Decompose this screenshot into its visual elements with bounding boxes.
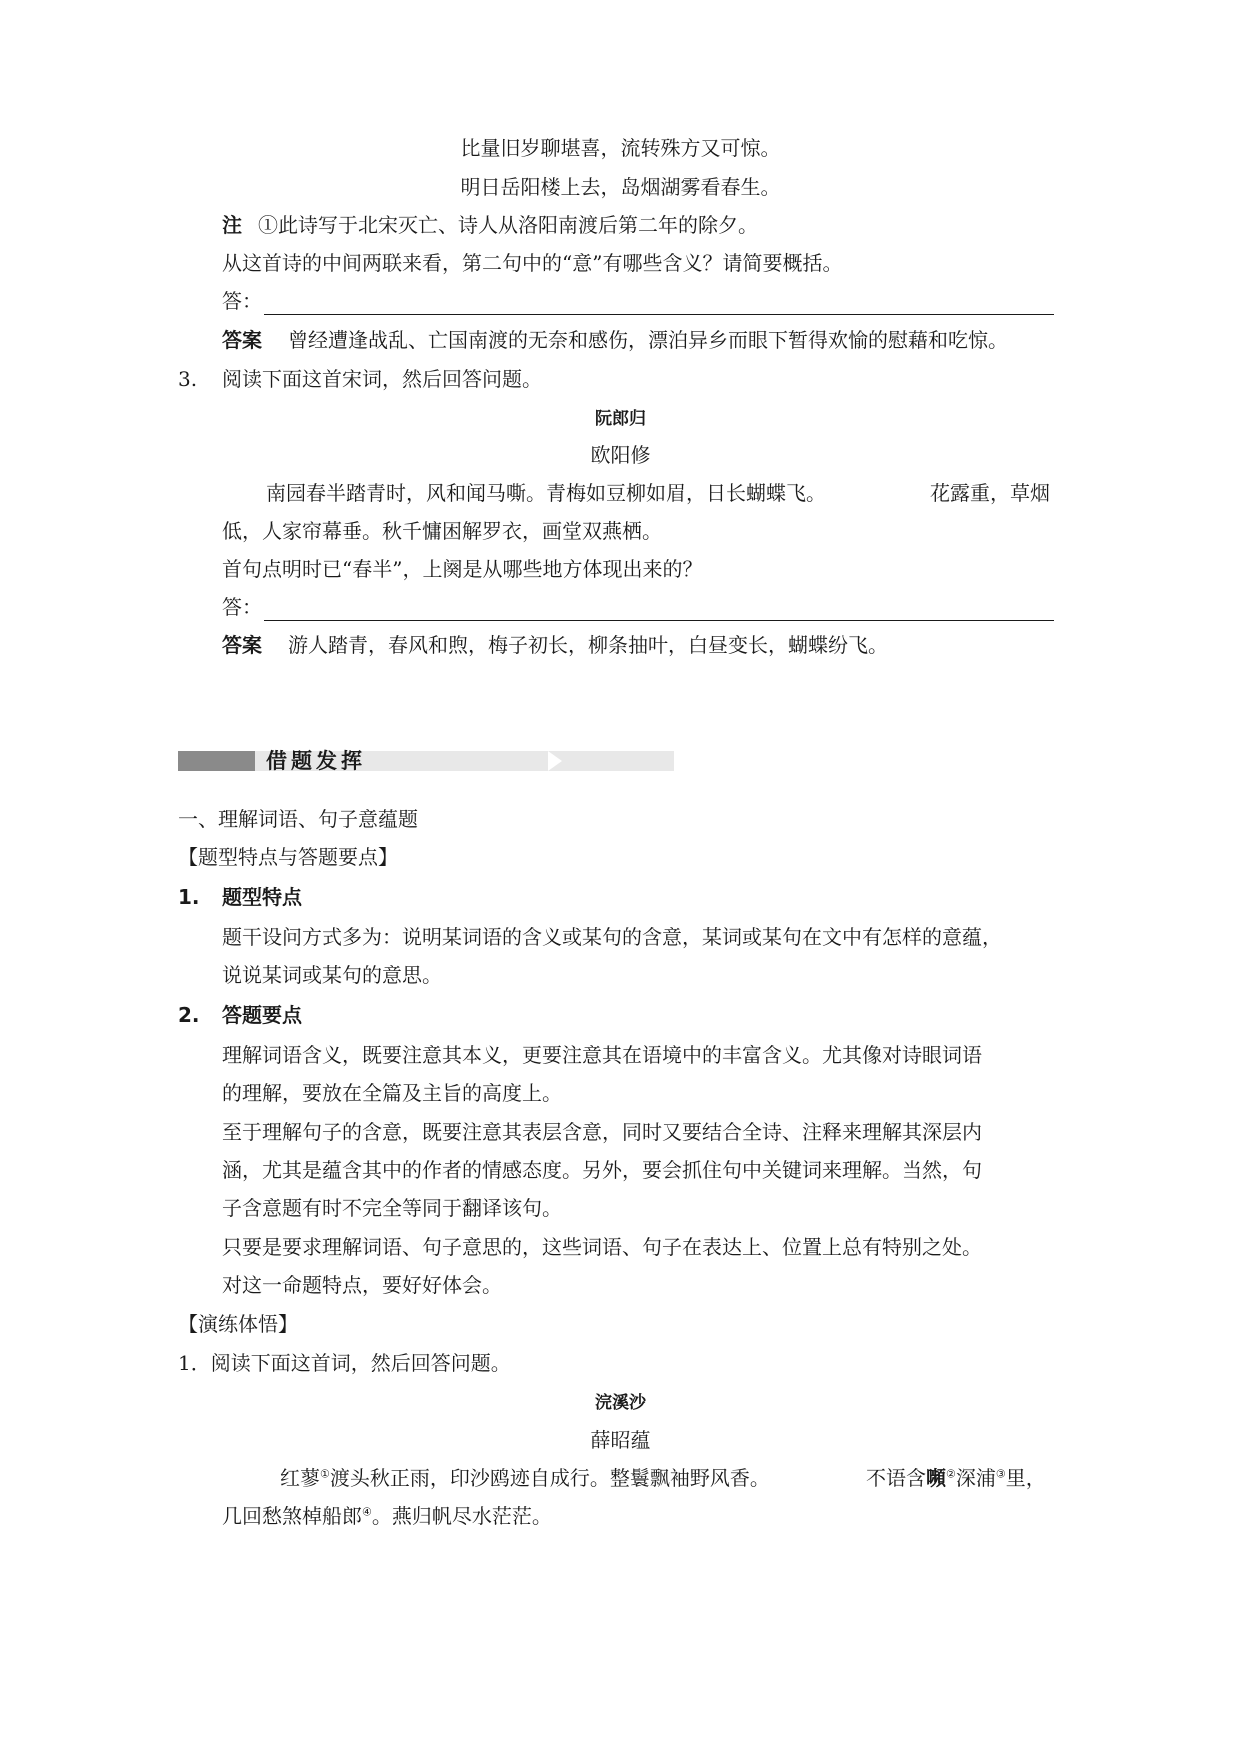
footnote-mark: ④	[362, 1505, 372, 1519]
footnote-mark: ②	[946, 1467, 956, 1481]
poem-text: 渡头秋正雨，印沙鸥迹自成行。整鬟飘袖野风香。	[329, 1466, 770, 1490]
poem-author: 薛昭蕴	[590, 1428, 651, 1452]
banner-label: 借题发挥	[266, 749, 366, 773]
poem-text-bold: 嚬	[926, 1466, 946, 1490]
answer-prompt: 答：	[222, 289, 262, 313]
poem-line: 南园春半踏青时，风和闻马嘶。青梅如豆柳如眉，日长蝴蝶飞。	[266, 481, 826, 505]
answer-label: 答案	[222, 328, 262, 352]
answer-label: 答案	[222, 633, 262, 657]
poem-line: 明日岳阳楼上去，岛烟湖雾看春生。	[460, 175, 781, 199]
note-label: 注	[222, 213, 242, 237]
poem-text: 不语含	[866, 1466, 926, 1490]
answer-line	[264, 620, 1054, 621]
poem-text: 深浦	[955, 1466, 996, 1490]
bracket-heading: 【演练体悟】	[178, 1312, 298, 1336]
answer-prompt: 答：	[222, 595, 262, 619]
paragraph-line: 理解词语含义，既要注意其本义，更要注意其在语境中的丰富含义。尤其像对诗眼词语	[222, 1043, 982, 1067]
question-text: 从这首诗的中间两联来看，第二句中的“意”有哪些含义？请简要概括。	[222, 251, 843, 275]
poem-line	[280, 1465, 770, 1491]
question-instruction: 阅读下面这首宋词，然后回答问题。	[222, 367, 542, 391]
footnote-mark: ③	[995, 1467, 1006, 1481]
poem-line	[866, 1465, 1046, 1491]
item-number: 2.	[178, 1003, 200, 1027]
item-number: 1.	[178, 885, 200, 909]
banner-dark-block	[178, 751, 255, 771]
answer-text: 曾经遭逢战乱、亡国南渡的无奈和感伤，漂泊异乡而眼下暂得欢愉的慰藉和吃惊。	[288, 328, 1008, 352]
poem-line: 低，人家帘幕垂。秋千慵困解罗衣，画堂双燕栖。	[222, 519, 662, 543]
paragraph-line: 只要是要求理解词语、句子意思的，这些词语、句子在表达上、位置上总有特别之处。	[222, 1235, 982, 1259]
poem-line	[222, 1503, 552, 1529]
item-title: 答题要点	[222, 1003, 302, 1027]
answer-text: 游人踏青，春风和煦，梅子初长，柳条抽叶，白昼变长，蝴蝶纷飞。	[288, 633, 888, 657]
paragraph-line: 子含意题有时不完全等同于翻译该句。	[222, 1196, 562, 1220]
note-text: ①此诗写于北宋灭亡、诗人从洛阳南渡后第二年的除夕。	[258, 213, 758, 237]
answer-line	[264, 314, 1054, 315]
poem-author: 欧阳修	[590, 443, 651, 467]
paragraph-line: 涵，尤其是蕴含其中的作者的情感态度。另外，要会抓住句中关键词来理解。当然，句	[222, 1158, 982, 1182]
paragraph-line: 的理解，要放在全篇及主旨的高度上。	[222, 1081, 562, 1105]
poem-text: 。燕归帆尽水茫茫。	[371, 1504, 552, 1528]
poem-title: 浣溪沙	[595, 1393, 646, 1413]
poem-line: 比量旧岁聊堪喜，流转殊方又可惊。	[460, 136, 781, 160]
section-heading: 一、理解词语、句子意蕴题	[178, 807, 418, 831]
item-title: 题型特点	[222, 885, 302, 909]
paragraph-line: 至于理解句子的含意，既要注意其表层含意，同时又要结合全诗、注释来理解其深层内	[222, 1120, 982, 1144]
paragraph-line: 说说某词或某句的意思。	[222, 963, 442, 987]
question-text: 首句点明时已“春半”，上阕是从哪些地方体现出来的？	[222, 557, 703, 581]
poem-line: 花露重，草烟	[930, 481, 1050, 505]
footnote-mark: ①	[320, 1467, 330, 1481]
poem-text: 几回愁煞棹船郎	[222, 1504, 362, 1528]
poem-text: 里，	[1005, 1466, 1046, 1490]
question-number: 3.	[178, 367, 198, 391]
paragraph-line: 对这一命题特点，要好好体会。	[222, 1273, 502, 1297]
poem-text: 红蓼	[280, 1466, 320, 1490]
paragraph-line: 题干设问方式多为：说明某词语的含义或某句的含意，某词或某句在文中有怎样的意蕴，	[222, 925, 1002, 949]
banner-chevron-icon	[548, 751, 562, 771]
bracket-heading: 【题型特点与答题要点】	[178, 845, 398, 869]
exercise-instruction: 1．阅读下面这首词，然后回答问题。	[178, 1351, 511, 1375]
poem-title: 阮郎归	[595, 409, 646, 429]
section-banner	[178, 748, 674, 774]
